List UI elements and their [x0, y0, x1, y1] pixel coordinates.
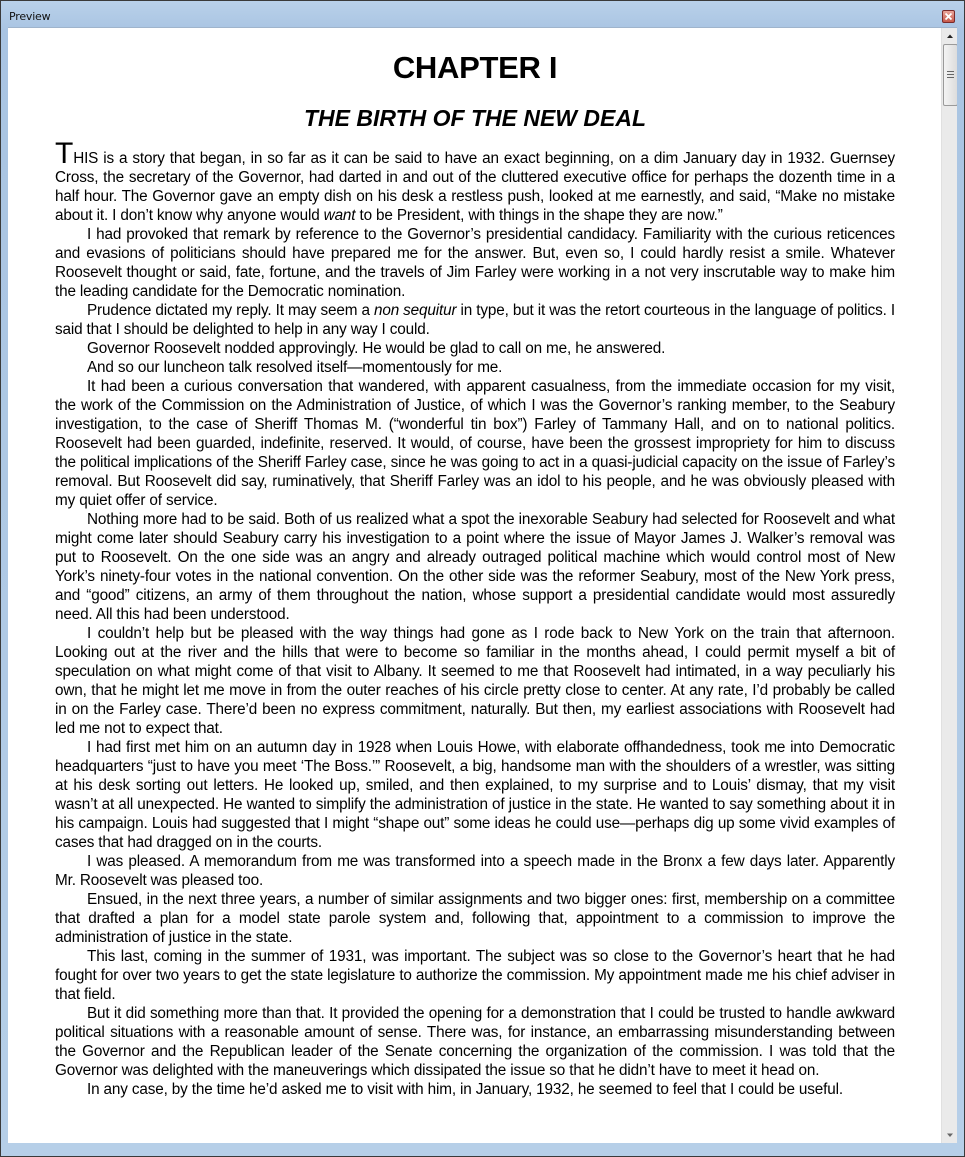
chapter-body [55, 137, 896, 1099]
text-run: It had been a curious conversation that wandered, with apparent casualness, from the immediate occasion for my visit, the work of the Commission on the Administration of Justice, of which I was the Governor’s ranking member, to the Seabury investigation, to the case of Sheriff Thomas M. (“wonderful tin box”) Farley of Tammany Hall, and on to national politics. Roosevelt had been guarded, indefinite, reserved. It would, of course, have been the grossest impropriety for him to discuss the political implications of the Sheriff Farley case, since he was going to act in a quasi-judicial capacity on the issue of Farley’s removal. But Roosevelt did say, ruminatively, that Sheriff Farley was an idol to his people, and he was obviously pleased with my quiet offer of service. [55, 378, 895, 509]
paragraph [55, 890, 895, 947]
text-run: in type, but it was the retort courteous in the language of politics. I said that I should be delighted to help in any way I could. [55, 302, 896, 338]
vertical-scrollbar[interactable] [941, 28, 957, 1143]
close-icon [944, 12, 953, 21]
paragraph [55, 852, 895, 890]
scroll-up-arrow-icon [942, 28, 957, 44]
paragraph [55, 947, 895, 1004]
text-run: Nothing more had to be said. Both of us realized what a spot the inexorable Seabury had selected for Roosevelt and what might come later should Seabury carry his investigation to a point where the issue of Mayor James J. Walker’s removal was put to Roosevelt. On the one side was an angry and already outraged political machine which would control most of New York’s ninety-four votes in the national convention. On the other side was the reformer Seabury, most of the New York press, and “good” citizens, an army of them throughout the nation, whose support a presidential candidate would most assuredly need. All this had been understood. [55, 511, 895, 623]
text-run: I had provoked that remark by reference to the Governor’s presidential candidacy. Familiarity with the curious reticences and evasions of politicians should have prepared me for the answer. But, even so, I could hardly resist a smile. Whatever Roosevelt thought or said, fate, fortune, and the travels of Jim Farley were working in a not very inscrutable way to make him the leading candidate for the Democratic nomination. [55, 226, 895, 300]
drop-cap: T [55, 137, 74, 170]
text-run: This last, coming in the summer of 1931, was important. The subject was so close to the Governor’s heart that he had fought for over two years to get the state legislature to authorize the commission. My appointment made me his chief adviser in that field. [55, 948, 895, 1003]
text-run: And so our luncheon talk resolved itself—momentously for me. [87, 359, 503, 376]
close-button[interactable] [942, 10, 955, 23]
paragraph [55, 358, 895, 377]
text-run: Governor Roosevelt nodded approvingly. He would be glad to call on me, he answered. [87, 340, 666, 357]
text-run: I was pleased. A memorandum from me was transformed into a speech made in the Bronx a few days later. Apparently Mr. Roosevelt was pleased too. [55, 853, 895, 889]
paragraph [55, 510, 895, 624]
italic-text: non sequitur [373, 302, 457, 319]
paragraph [55, 738, 895, 852]
text-run: I had first met him on an autumn day in 1928 when Louis Howe, with elaborate offhandedness, took me into Democratic headquarters “just to have you meet ‘The Boss.’” Roosevelt, a big, handsome man with the shoulders of a wrestler, was sitting at his desk sorting out letters. He looked up, smiled, and then explained, to my surprise and to Louis’ dismay, that my visit wasn’t at all unexpected. He wanted to simplify the administration of justice in the state. He wanted to say something about it in his campaign. Louis had suggested that I might “shape out” some ideas he could use—perhaps dig up some vivid examples of cases that had dragged on in the courts. [55, 739, 895, 851]
document-viewport[interactable] [8, 27, 957, 1143]
text-run: Ensued, in the next three years, a number of similar assignments and two bigger ones: first, membership on a committee that drafted a plan for a model state parole system and, following that, appointment to a commission to improve the administration of justice in the state. [55, 891, 895, 946]
paragraph [55, 225, 895, 301]
text-run: In any case, by the time he’d asked me to visit with him, in January, 1932, he seemed to feel that I could be useful. [87, 1081, 843, 1098]
italic-text: want [323, 207, 356, 224]
paragraph [55, 137, 895, 225]
chapter-subtitle: THE BIRTH OF THE NEW DEAL [303, 105, 646, 131]
scroll-down-arrow-icon [942, 1127, 957, 1143]
text-run: to be President, with things in the shape they are now.” [355, 207, 723, 224]
grip-line [947, 71, 954, 72]
chapter-heading: CHAPTER I [392, 50, 558, 85]
paragraph [55, 339, 895, 358]
text-run: Prudence dictated my reply. It may seem a [87, 302, 374, 319]
text-run: HIS is a story that began, in so far as it can be said to have an exact beginning, on a dim January day in 1932. Guernsey Cross, the secretary of the Governor, had darted in and out of the cluttered executive office for perhaps the dozenth time in a half hour. The Governor gave an empty dish on his desk a restless push, looked at me earnestly, and said, “Make no mistake about it. I don’t know why anyone would [55, 150, 895, 224]
title-bar[interactable] [1, 1, 964, 27]
paragraph [55, 1004, 895, 1080]
scroll-down-button[interactable] [942, 1127, 957, 1143]
paragraph [55, 1080, 895, 1099]
text-run: But it did something more than that. It provided the opening for a demonstration that I could be trusted to handle awkward political situations with a reasonable amount of sense. There was, for instance, an embarrassing misunderstanding between the Governor and the Republican leader of the Senate concerning the organization of the commission. I was told that the Governor was delighted with the maneuverings which dissipated the issue so that he didn’t have to meet it head on. [55, 1005, 895, 1079]
window-title: Preview [9, 10, 51, 23]
paragraph [55, 301, 895, 339]
grip-line [947, 77, 954, 78]
grip-line [947, 74, 954, 75]
paragraph [55, 624, 895, 738]
scroll-up-button[interactable] [942, 28, 957, 44]
document-page [55, 28, 895, 1099]
paragraph [55, 377, 895, 510]
text-run: I couldn’t help but be pleased with the way things had gone as I rode back to New York on the train that afternoon. Looking out at the river and the hills that were to become so familiar in the months ahead, I could permit myself a bit of speculation on what might come of that visit to Albany. It seemed to me that Roosevelt had intimated, in a way peculiarly his own, that he might let me move in from the outer reaches of his circle pretty close to center. At any rate, I’d probably be called in on the Farley case. There’d been no express commitment, naturally. But then, my earliest associations with Roosevelt had led me not to expect that. [55, 625, 895, 737]
scroll-thumb[interactable] [943, 44, 957, 106]
